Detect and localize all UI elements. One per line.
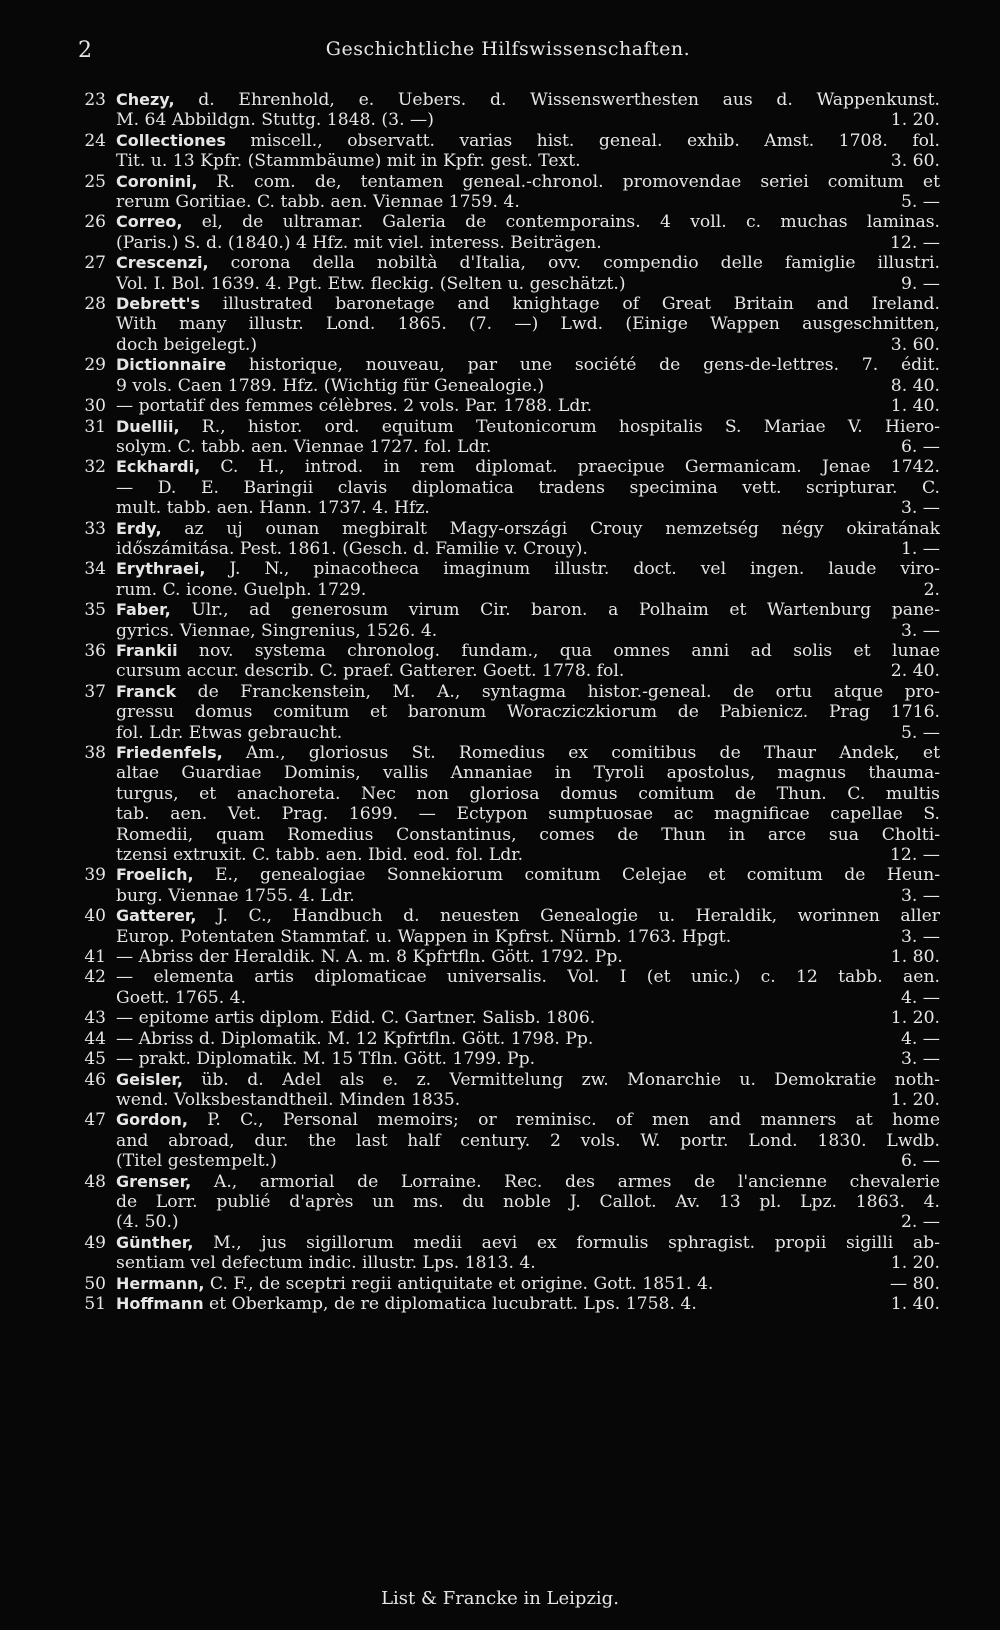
entry-price: 1. — [895, 539, 940, 559]
catalog-entry [70, 396, 940, 416]
entry-text-line [116, 988, 940, 1008]
catalog-entry [70, 967, 940, 1008]
catalog-entry [70, 172, 940, 213]
entry-number: 24 [84, 130, 106, 151]
entry-description: gressu domus comitum et baronum Woracziczkiorum de Pabienicz. Prag 1716. [116, 702, 940, 723]
catalog-entry [70, 253, 940, 294]
entry-text-line [116, 131, 940, 151]
entry-description: M., jus sigillorum medii aevi ex formulis sphragist. propii sigilli ab- [193, 1232, 940, 1253]
catalog-entry [70, 519, 940, 560]
entry-text-line [116, 825, 940, 845]
entry-author: Franck [116, 681, 177, 701]
entry-text-line [116, 1110, 940, 1130]
catalog-entry [70, 600, 940, 641]
entry-text-line [116, 437, 940, 457]
entry-price: 3. — [895, 621, 940, 641]
entry-text-line [116, 1008, 940, 1028]
entry-author: Chezy, [116, 90, 175, 109]
catalog-entry [70, 1029, 940, 1049]
entry-description: — epitome artis diplom. Edid. C. Gartner. Salisb. 1806. [116, 1008, 596, 1029]
entry-number: 42 [84, 967, 106, 988]
entry-description: de Franckenstein, M. A., syntagma histor.-geneal. de ortu atque pro- [176, 681, 940, 702]
catalog-entry [70, 682, 940, 743]
entry-number: 40 [84, 906, 106, 927]
entry-description: illustrated baronetage and knightage of Great Britain and Ireland. [200, 294, 940, 315]
entry-text-line [116, 110, 940, 130]
catalog-entry [70, 212, 940, 253]
entry-price: 1. 20. [885, 110, 940, 130]
entry-description: tzensi extruxit. C. tabb. aen. Ibid. eod. fol. Ldr. [116, 845, 524, 866]
catalog-entry [70, 131, 940, 172]
entry-text-line [116, 233, 940, 253]
entry-price: 1. 80. [885, 947, 940, 967]
entry-author: Debrett's [116, 294, 201, 314]
entry-text-line [116, 1049, 940, 1069]
entry-description: J. N., pinacotheca imaginum illustr. doct. vel ingen. laude viro- [205, 559, 940, 580]
entry-text-line [116, 192, 940, 212]
catalog-entry [70, 906, 940, 947]
entry-author: Hermann, [116, 1273, 205, 1293]
entry-price: 4. — [895, 988, 940, 1008]
entry-number: 27 [84, 253, 106, 274]
entry-author: Günther, [116, 1232, 194, 1252]
entry-text-line [116, 641, 940, 661]
entry-text-line [116, 906, 940, 926]
catalog-entry [70, 1110, 940, 1171]
entry-text-line [116, 947, 940, 967]
entry-number: 26 [84, 212, 106, 233]
entry-description: et Oberkamp, de re diplomatica lucubratt. Lps. 1758. 4. [203, 1293, 697, 1314]
entry-description: el, de ultramar. Galeria de contemporains. 4 voll. c. muchas laminas. [182, 212, 940, 233]
entry-description: solym. C. tabb. aen. Viennae 1727. fol. Ldr. [116, 436, 492, 457]
entry-price: 4. — [895, 1029, 940, 1049]
entry-description: historique, nouveau, par une société de gens-de-lettres. 7. édit. [226, 355, 940, 376]
entry-author: Hoffmann [116, 1293, 204, 1313]
entry-description: 9 vols. Caen 1789. Hfz. (Wichtig für Genealogie.) [116, 375, 545, 396]
entry-author: Frankii [116, 640, 178, 660]
entry-author: Faber, [116, 600, 171, 620]
entry-description: — prakt. Diplomatik. M. 15 Tfln. Gött. 1799. Pp. [116, 1049, 536, 1070]
entry-text-line [116, 1131, 940, 1151]
entry-price: 12. — [884, 233, 940, 253]
entry-text-line [116, 661, 940, 681]
entry-text-line [116, 1029, 940, 1049]
entry-author: Eckhardi, [116, 457, 201, 477]
entry-price: 2. [918, 580, 940, 600]
entry-text-line [116, 804, 940, 824]
entry-text-line [116, 600, 940, 620]
publisher-footer: List & Francke in Leipzig. [381, 1588, 619, 1609]
entry-number: 29 [84, 355, 106, 376]
entry-description: P. C., Personal memoirs; or reminisc. of men and manners at home [187, 1110, 940, 1131]
entry-description: — Abriss der Heraldik. N. A. m. 8 Kpfrtfln. Gött. 1792. Pp. [116, 947, 623, 968]
entry-author: Erythraei, [116, 559, 206, 579]
entry-description: corona della nobiltà d'Italia, ovv. compendio delle famiglie illustri. [208, 253, 940, 274]
running-title: Geschichtliche Hilfswissenschaften. [325, 38, 691, 60]
entry-text-line [116, 1294, 940, 1314]
entry-author: Dictionnaire [116, 355, 227, 375]
entry-description: wend. Volksbestandtheil. Minden 1835. [116, 1089, 461, 1110]
page-header [78, 38, 938, 68]
entry-description: (Paris.) S. d. (1840.) 4 Hfz. mit viel. interess. Beiträgen. [116, 232, 602, 253]
entry-number: 37 [84, 681, 106, 702]
entry-text-line [116, 212, 940, 232]
entry-number: 51 [84, 1293, 106, 1314]
entry-number: 44 [84, 1028, 106, 1049]
entry-author: Froelich, [116, 865, 194, 885]
entry-number: 33 [84, 518, 106, 539]
catalog-entry [70, 1233, 940, 1274]
entry-number: 43 [84, 1008, 106, 1029]
entry-number: 31 [84, 416, 106, 437]
entry-price: 2. — [895, 1212, 940, 1232]
entry-description: M. 64 Abbildgn. Stuttg. 1848. (3. —) [116, 110, 434, 131]
entry-description: Ulr., ad generosum virum Cir. baron. a Polhaim et Wartenburg pane- [170, 600, 940, 621]
entry-author: Erdy, [116, 518, 162, 538]
entry-price: 5. — [895, 192, 940, 212]
entry-number: 39 [84, 865, 106, 886]
entry-price: 1. 40. [885, 396, 940, 416]
entry-description: Vol. I. Bol. 1639. 4. Pgt. Etw. fleckig. (Selten u. geschätzt.) [116, 273, 626, 294]
catalog-entry [70, 90, 940, 131]
entry-text-line [116, 1070, 940, 1090]
entry-text-line [116, 723, 940, 743]
entry-text-line [116, 90, 940, 110]
entry-number: 28 [84, 294, 106, 315]
entry-description: altae Guardiae Dominis, vallis Annaniae in Tyroli apostolus, magnus thauma- [116, 763, 940, 784]
entry-price: 1. 40. [885, 1294, 940, 1314]
entry-number: 38 [84, 743, 106, 763]
entry-description: cursum accur. describ. C. praef. Gatterer. Goett. 1778. fol. [116, 661, 625, 682]
entry-description: rum. C. icone. Guelph. 1729. [116, 579, 367, 600]
entry-text-line [116, 845, 940, 865]
entry-price: 9. — [895, 274, 940, 294]
catalog-entry [70, 865, 940, 906]
entry-text-line [116, 1274, 940, 1294]
entry-description: turgus, et anachoreta. Nec non gloriosa domus comitum de Thun. C. multis [116, 783, 940, 804]
catalog-entry [70, 417, 940, 458]
entry-description: rerum Goritiae. C. tabb. aen. Viennae 1759. 4. [116, 192, 520, 213]
catalog-entry [70, 1172, 940, 1233]
entry-price: 5. — [895, 723, 940, 743]
entry-number: 35 [84, 600, 106, 621]
catalog-entry [70, 1274, 940, 1294]
entry-description: tab. aen. Vet. Prag. 1699. — Ectypon sumptuosae ac magnificae capellae S. [116, 804, 940, 825]
entry-author: Geisler, [116, 1069, 183, 1089]
entry-number: 48 [84, 1171, 106, 1192]
entry-description: de Lorr. publié d'après un ms. du noble J. Callot. Av. 13 pl. Lpz. 1863. 4. [116, 1191, 940, 1212]
catalog-entry [70, 1070, 940, 1111]
entry-text-line [116, 498, 940, 518]
entry-author: Coronini, [116, 171, 198, 191]
catalog-entry [70, 1008, 940, 1028]
entry-text-line [116, 172, 940, 192]
entry-number: 36 [84, 640, 106, 661]
entry-text-line [116, 355, 940, 375]
entry-text-line [116, 1151, 940, 1171]
entry-text-line [116, 314, 940, 334]
entry-text-line [116, 1192, 940, 1212]
entry-author: Collectiones [116, 130, 226, 150]
entry-text-line [116, 151, 940, 171]
entry-price: 12. — [884, 845, 940, 865]
entry-text-line [116, 763, 940, 783]
entry-text-line [116, 865, 940, 885]
entry-description: (4. 50.) [116, 1212, 179, 1233]
entry-number: 45 [84, 1049, 106, 1070]
entry-text-line [116, 457, 940, 477]
entry-description: gyrics. Viennae, Singrenius, 1526. 4. [116, 620, 438, 641]
entry-number: 25 [84, 171, 106, 192]
entry-text-line [116, 702, 940, 722]
entry-number: 49 [84, 1232, 106, 1253]
catalog-entry [70, 1294, 940, 1314]
entry-text-line [116, 396, 940, 416]
entry-text-line [116, 539, 940, 559]
entry-author: Crescenzi, [116, 253, 209, 273]
entry-text-line [116, 784, 940, 804]
entry-description: burg. Viennae 1755. 4. Ldr. [116, 885, 355, 906]
entry-description: With many illustr. Lond. 1865. (7. —) Lwd. (Einige Wappen ausgeschnitten, [116, 314, 940, 335]
entry-description: R. com. de, tentamen geneal.-chronol. promovendae seriei comitum et [197, 171, 940, 192]
entry-number: 23 [84, 90, 106, 110]
catalog-list [70, 90, 940, 1314]
catalog-entry [70, 559, 940, 600]
entry-author: Grenser, [116, 1171, 192, 1191]
entry-text-line [116, 519, 940, 539]
page-number: 2 [78, 38, 92, 63]
entry-text-line [116, 253, 940, 273]
catalog-entry [70, 743, 940, 865]
entry-text-line [116, 478, 940, 498]
entry-description: fol. Ldr. Etwas gebraucht. [116, 722, 343, 743]
entry-description: (Titel gestempelt.) [116, 1151, 277, 1172]
entry-description: C. F., de sceptri regii antiquitate et origine. Gott. 1851. 4. [204, 1273, 714, 1294]
entry-price: 2. 40. [885, 661, 940, 681]
catalog-entry [70, 641, 940, 682]
entry-description: A., armorial de Lorraine. Rec. des armes de l'ancienne chevalerie [191, 1171, 940, 1192]
entry-text-line [116, 1253, 940, 1273]
entry-price: 8. 40. [885, 376, 940, 396]
entry-description: — D. E. Baringii clavis diplomatica tradens specimina vett. scripturar. C. [116, 477, 940, 498]
entry-text-line [116, 417, 940, 437]
entry-text-line [116, 621, 940, 641]
entry-description: Tit. u. 13 Kpfr. (Stammbäume) mit in Kpfr. gest. Text. [116, 151, 581, 172]
entry-number: 50 [84, 1273, 106, 1294]
entry-price: 3. — [895, 498, 940, 518]
entry-price: 3. 60. [885, 151, 940, 171]
entry-price: 1. 20. [885, 1253, 940, 1273]
entry-price: 3. — [895, 1049, 940, 1069]
entry-price: 3. 60. [885, 335, 940, 355]
entry-number: 41 [84, 947, 106, 968]
entry-text-line [116, 335, 940, 355]
entry-description: E., genealogiae Sonnekiorum comitum Celejae et comitum de Heun- [193, 865, 940, 886]
catalog-entry [70, 1049, 940, 1069]
entry-description: üb. d. Adel als e. z. Vermittelung zw. Monarchie u. Demokratie noth- [182, 1069, 940, 1090]
entry-text-line [116, 580, 940, 600]
entry-description: C. H., introd. in rem diplomat. praecipue Germanicam. Jenae 1742. [200, 457, 940, 478]
entry-description: — elementa artis diplomaticae universalis. Vol. I (et unic.) c. 12 tabb. aen. [116, 967, 940, 988]
catalog-entry [70, 947, 940, 967]
entry-number: 46 [84, 1069, 106, 1090]
entry-description: J. C., Handbuch d. neuesten Genealogie u. Heraldik, worinnen aller [196, 906, 940, 927]
entry-author: Duellii, [116, 416, 180, 436]
entry-price: 3. — [895, 886, 940, 906]
entry-description: R., histor. ord. equitum Teutonicorum hospitalis S. Mariae V. Hiero- [179, 416, 940, 437]
entry-author: Friedenfels, [116, 743, 223, 762]
entry-description: Europ. Potentaten Stammtaf. u. Wappen in Kpfrst. Nürnb. 1763. Hpgt. [116, 926, 732, 947]
entry-text-line [116, 967, 940, 987]
entry-description: miscell., observatt. varias hist. geneal. exhib. Amst. 1708. fol. [225, 130, 940, 151]
entry-description: Romedii, quam Romedius Constantinus, comes de Thun in arce sua Cholti- [116, 824, 940, 845]
entry-price: 6. — [895, 437, 940, 457]
entry-price: 3. — [895, 927, 940, 947]
entry-description: — Abriss d. Diplomatik. M. 12 Kpfrtfln. Gött. 1798. Pp. [116, 1028, 594, 1049]
entry-text-line [116, 682, 940, 702]
entry-text-line [116, 886, 940, 906]
entry-price: 6. — [895, 1151, 940, 1171]
entry-description: nov. systema chronolog. fundam., qua omnes anni ad solis et lunae [177, 640, 940, 661]
entry-description: időszámitása. Pest. 1861. (Gesch. d. Familie v. Crouy). [116, 538, 588, 559]
entry-description: Am., gloriosus St. Romedius ex comitibus de Thaur Andek, et [222, 743, 940, 763]
entry-description: and abroad, dur. the last half century. 2 vols. W. portr. Lond. 1830. Lwdb. [116, 1130, 940, 1151]
entry-description: sentiam vel defectum indic. illustr. Lps. 1813. 4. [116, 1253, 536, 1274]
catalog-entry [70, 457, 940, 518]
entry-number: 47 [84, 1110, 106, 1131]
entry-text-line [116, 559, 940, 579]
entry-number: 34 [84, 559, 106, 580]
entry-text-line [116, 1233, 940, 1253]
catalog-entry [70, 294, 940, 355]
catalog-entry [70, 355, 940, 396]
entry-author: Gordon, [116, 1110, 188, 1130]
entry-number: 30 [84, 396, 106, 417]
entry-text-line [116, 1090, 940, 1110]
entry-text-line [116, 1172, 940, 1192]
entry-text-line [116, 927, 940, 947]
entry-price: 1. 20. [885, 1090, 940, 1110]
entry-text-line [116, 274, 940, 294]
entry-author: Correo, [116, 212, 183, 232]
entry-description: az uj ounan megbiralt Magy-országi Crouy nemzetség négy okiratának [161, 518, 940, 539]
entry-author: Gatterer, [116, 906, 197, 926]
entry-description: mult. tabb. aen. Hann. 1737. 4. Hfz. [116, 498, 430, 519]
entry-description: — portatif des femmes célèbres. 2 vols. Par. 1788. Ldr. [116, 396, 593, 417]
entry-text-line [116, 1212, 940, 1232]
entry-text-line [116, 743, 940, 763]
entry-text-line [116, 376, 940, 396]
entry-description: Goett. 1765. 4. [116, 987, 247, 1008]
entry-number: 32 [84, 457, 106, 478]
entry-description: doch beigelegt.) [116, 334, 258, 355]
entry-text-line [116, 294, 940, 314]
entry-price: — 80. [884, 1274, 940, 1294]
entry-description: d. Ehrenhold, e. Uebers. d. Wissenswerthesten aus d. Wappenkunst. [174, 90, 940, 110]
entry-price: 1. 20. [885, 1008, 940, 1028]
